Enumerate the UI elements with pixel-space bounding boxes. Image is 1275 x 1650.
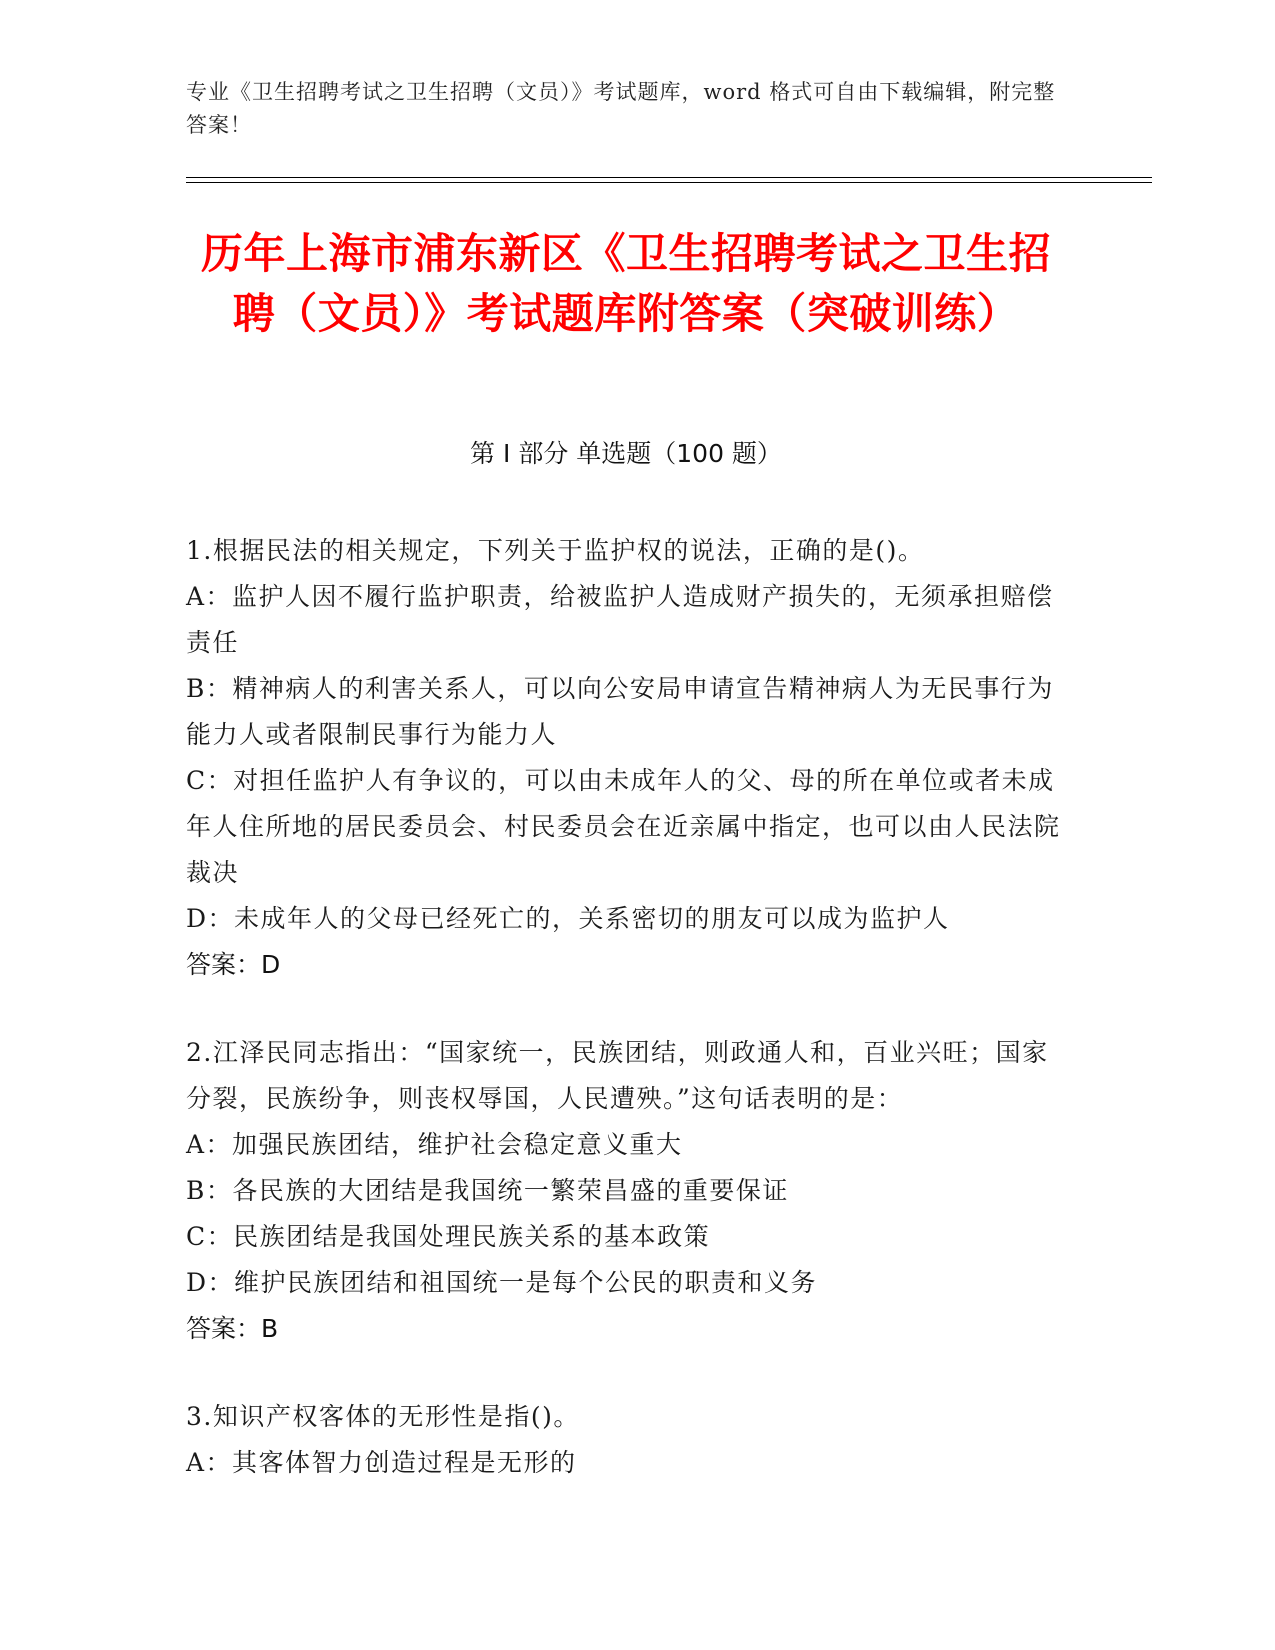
header-note: 专业《卫生招聘考试之卫生招聘（文员）》考试题库，word 格式可自由下载编辑，附完整答案！ [186, 80, 1056, 137]
header-divider-bottom [186, 182, 1152, 183]
question-stem: 1.根据民法的相关规定，下列关于监护权的说法，正确的是()。 [186, 536, 925, 565]
answer: 答案：D [186, 950, 281, 979]
question-list [186, 528, 1066, 1528]
option-a: A：其客体智力创造过程是无形的 [186, 1448, 577, 1477]
question-2 [186, 1030, 1066, 1352]
option-a: A：监护人因不履行监护职责，给被监护人造成财产损失的，无须承担赔偿责任 [186, 582, 1054, 657]
option-d: D：未成年人的父母已经死亡的，关系密切的朋友可以成为监护人 [186, 904, 950, 933]
answer: 答案：B [186, 1314, 279, 1343]
option-b: B：各民族的大团结是我国统一繁荣昌盛的重要保证 [186, 1176, 789, 1205]
option-a: A：加强民族团结，维护社会稳定意义重大 [186, 1130, 683, 1159]
option-d: D：维护民族团结和祖国统一是每个公民的职责和义务 [186, 1268, 818, 1297]
option-c: C：民族团结是我国处理民族关系的基本政策 [186, 1222, 711, 1251]
option-b: B：精神病人的利害关系人，可以向公安局申请宣告精神病人为无民事行为能力人或者限制民事行为能力人 [186, 674, 1054, 749]
section-heading: 第 I 部分 单选题（100 题） [470, 439, 782, 468]
option-c: C：对担任监护人有争议的，可以由未成年人的父、母的所在单位或者未成年人住所地的居民委员会、村民委员会在近亲属中指定，也可以由人民法院裁决 [186, 766, 1061, 887]
question-stem: 3.知识产权客体的无形性是指()。 [186, 1402, 580, 1431]
question-stem: 2.江泽民同志指出：“国家统一，民族团结，则政通人和，百业兴旺；国家分裂，民族纷争，则丧权辱国，人民遭殃。”这句话表明的是： [186, 1038, 1049, 1113]
document-title: 历年上海市浦东新区《卫生招聘考试之卫生招聘（文员）》考试题库附答案（突破训练） [200, 229, 1051, 338]
header-divider-top [186, 177, 1152, 178]
question-3 [186, 1394, 1066, 1486]
question-1 [186, 528, 1066, 988]
